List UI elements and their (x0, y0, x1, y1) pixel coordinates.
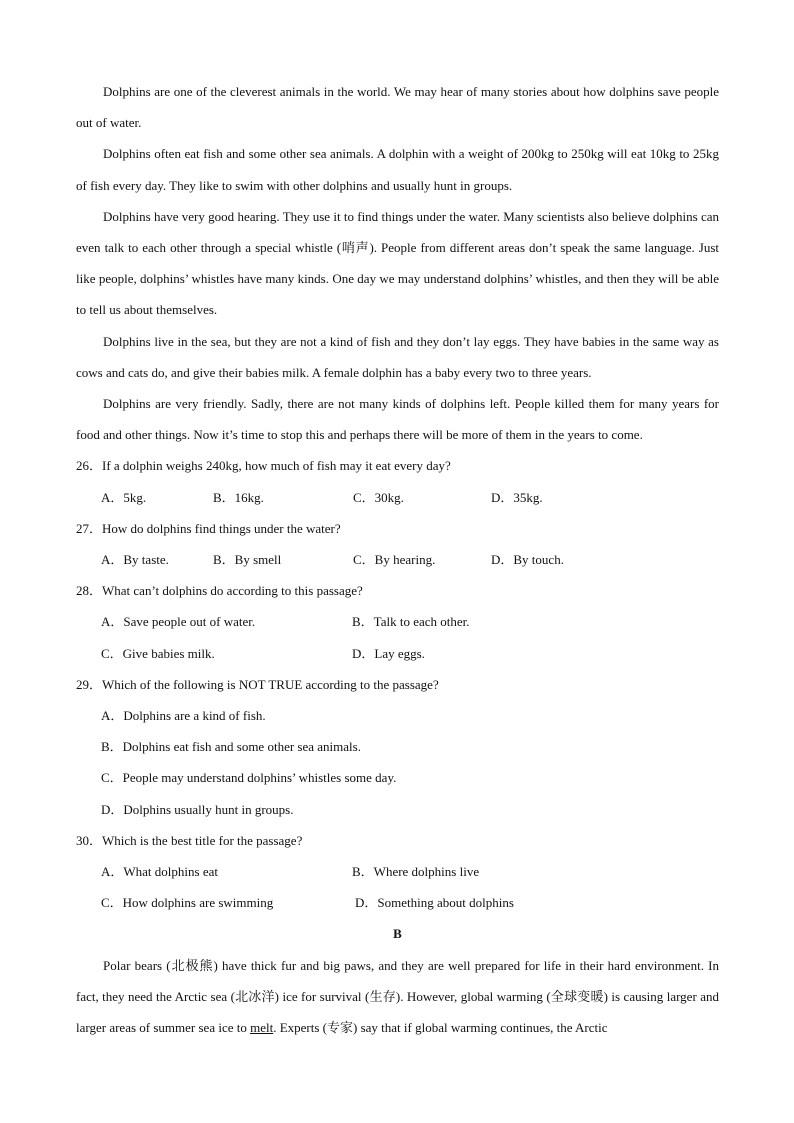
passage-a-paragraph-1: Dolphins are one of the cleverest animals in the world. We may hear of many stories about how dolphins save people out of water. (76, 84, 719, 131)
question-27-options (76, 544, 719, 575)
question-26-stem: 26．If a dolphin weighs 240kg, how much of fish may it eat every day? (76, 458, 451, 474)
question-28-option-b: B．Talk to each other. (352, 614, 470, 630)
question-30-option-a: A．What dolphins eat (101, 864, 218, 880)
question-28-options-row-2 (76, 638, 719, 669)
question-27-option-a: A．By taste. (101, 552, 169, 568)
passage-b-heading: B (393, 926, 402, 942)
question-29-option-d: D．Dolphins usually hunt in groups. (101, 801, 294, 817)
question-28-options-row-1 (76, 606, 719, 637)
question-28-stem: 28．What can’t dolphins do according to this passage? (76, 583, 363, 599)
question-29-stem: 29．Which of the following is NOT TRUE according to the passage? (76, 676, 439, 692)
passage-a-paragraph-4: Dolphins live in the sea, but they are not a kind of fish and they don’t lay eggs. They have babies in the same way as cows and cats do, and give their babies milk. A female dolphin has a baby every two to three years. (76, 333, 719, 380)
passage-b-paragraph-1 (76, 950, 719, 1044)
question-27-option-b: B．By smell (213, 552, 282, 568)
passage-a-paragraph-2: Dolphins often eat fish and some other sea animals. A dolphin with a weight of 200kg to 250kg will eat 10kg to 25kg of fish every day. They like to swim with other dolphins and usually hunt in groups. (76, 146, 719, 193)
question-27-stem: 27．How do dolphins find things under the water? (76, 520, 341, 536)
question-29-option-c: C．People may understand dolphins’ whistles some day. (101, 770, 397, 786)
question-26-option-a: A．5kg. (101, 489, 147, 505)
question-28-option-a: A．Save people out of water. (101, 614, 256, 630)
passage-b-text-part-1: Polar bears (北极熊) have thick fur and big paws, and they are well prepared for life in their hard environment. In fact, they need the Arctic sea (北冰洋) ice for survival (生存). However, global warming (全球变暖) is causing larger and larger areas of summer sea ice to (76, 957, 719, 1035)
question-27-option-d: D．By touch. (491, 552, 564, 568)
question-29-option-a: A．Dolphins are a kind of fish. (101, 708, 266, 723)
question-30-option-c: C．How dolphins are swimming (101, 895, 274, 911)
question-26-option-b: B．16kg. (213, 489, 264, 505)
question-30-options-row-1 (76, 856, 719, 887)
passage-a-paragraph-5: Dolphins are very friendly. Sadly, there are not many kinds of dolphins left. People killed them for many years for food and other things. Now it’s time to stop this and perhaps there will be more of them in the years to come. (76, 396, 719, 443)
question-30-option-d: D．Something about dolphins (355, 895, 514, 911)
question-30-option-b: B．Where dolphins live (352, 864, 480, 880)
question-26-option-d: D．35kg. (491, 489, 543, 505)
question-30-stem: 30．Which is the best title for the passage? (76, 832, 303, 848)
question-28-option-d: D．Lay eggs. (352, 645, 425, 661)
question-29-option-b: B．Dolphins eat fish and some other sea animals. (101, 739, 361, 755)
document-content (76, 76, 719, 1043)
question-26-option-c: C．30kg. (353, 489, 404, 505)
question-28-option-c: C．Give babies milk. (101, 645, 215, 661)
passage-b-text-part-2: . Experts (专家) say that if global warming continues, the Arctic (273, 1020, 608, 1035)
question-27-option-c: C．By hearing. (353, 552, 436, 568)
question-30-options-row-2 (76, 887, 719, 918)
question-26-options (76, 482, 719, 513)
passage-b-underlined-word: melt (250, 1020, 274, 1035)
passage-a-paragraph-3: Dolphins have very good hearing. They use it to find things under the water. Many scientists also believe dolphins can even talk to each other through a special whistle (哨声). People from different areas don’t speak the same language. Just like people, dolphins’ whistles have many kinds. One day we may understand dolphins’ whistles, and then they will be able to tell us about themselves. (76, 208, 719, 318)
